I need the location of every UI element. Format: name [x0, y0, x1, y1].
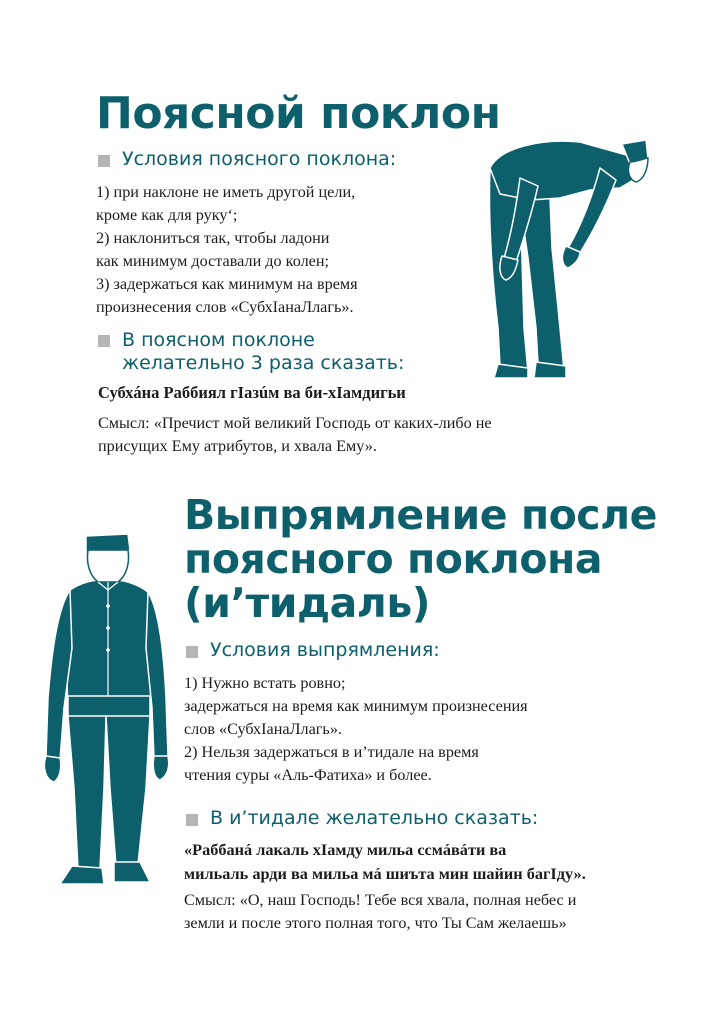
title-line: поясного поклона: [184, 535, 602, 583]
section2-conditions-list: [184, 672, 528, 787]
title-line: Выпрямление после: [184, 491, 657, 539]
dhikr-line: «Раббанá лакаль хIамду мильа ссмáвáти ва: [184, 840, 507, 859]
list-item: слов «СубхIанаЛлагь».: [184, 720, 342, 738]
list-item: 2) наклониться так, чтобы ладони: [96, 229, 330, 247]
section2-title: [184, 493, 657, 625]
bullet-square: [98, 335, 110, 347]
list-item: произнесения слов «СубхIанаЛлагь».: [96, 298, 354, 316]
heading-line: желательно 3 раза сказать:: [122, 352, 405, 374]
bullet-square: [186, 646, 198, 658]
meaning-line: присущих Ему атрибутов, и хвала Ему».: [98, 437, 377, 455]
list-item: 1) Нужно встать ровно;: [184, 674, 346, 692]
section2-recommended-heading: В и’тидале желательно сказать:: [210, 807, 539, 829]
section1-recommended-heading: [122, 329, 404, 375]
list-item: 1) при наклоне не иметь другой цели,: [96, 183, 356, 201]
section2-conditions-heading: Условия выпрямления:: [210, 639, 440, 661]
dhikr-line: мильаль арди ва мильа мá шиъта мин шайин багIду».: [184, 864, 586, 883]
bowing-figure-illustration: [480, 128, 650, 380]
section1-conditions-heading: Условия поясного поклона:: [122, 148, 397, 170]
bullet-square: [186, 814, 198, 826]
meaning-line: Смысл: «Пречист мой великий Господь от каких-либо не: [98, 414, 492, 432]
list-item: кроме как для руку‘;: [96, 206, 238, 224]
list-item: чтения суры «Аль-Фатиха» и более.: [184, 766, 432, 784]
meaning-line: Смысл: «О, наш Господь! Тебе вся хвала, полная небес и: [184, 891, 577, 909]
meaning-line: земли и после этого полная того, что Ты Сам желаешь»: [184, 914, 567, 932]
heading-line: В поясном поклоне: [122, 329, 315, 351]
section1-title: Поясной поклон: [96, 88, 501, 139]
list-item: 3) задержаться как минимум на время: [96, 275, 358, 293]
section2-meaning: [184, 889, 576, 935]
section1-conditions-list: [96, 181, 358, 319]
section1-meaning: [98, 412, 492, 458]
bullet-square: [98, 155, 110, 167]
section1-dhikr: Субхáна Раббиял гIазúм ва би-хIамдигьи: [98, 383, 406, 402]
section2-dhikr: [184, 838, 586, 886]
list-item: задержаться на время как минимум произнесения: [184, 697, 528, 715]
standing-figure-illustration: [42, 528, 172, 900]
list-item: 2) Нельзя задержаться в и’тидале на время: [184, 743, 479, 761]
title-line: (и’тидаль): [184, 579, 431, 627]
list-item: как минимум доставали до колен;: [96, 252, 330, 270]
